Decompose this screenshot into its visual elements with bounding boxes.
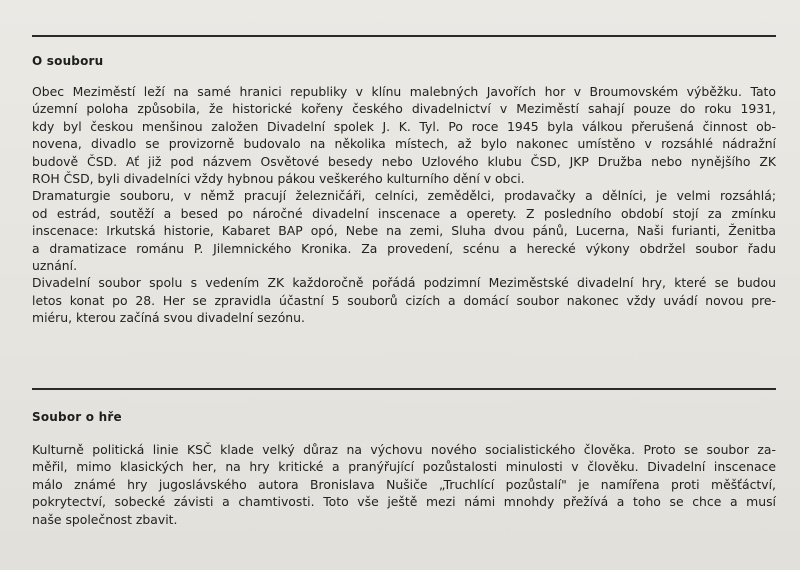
text-line: územní poloha způsobila, že historické kořeny českého divadelnictví v Meziměstí sahají pouze do roku 1931,: [32, 101, 776, 117]
text-line: ROH ČSD, byli divadelníci vždy hybnou pákou veškerého kulturního dění v obci.: [32, 171, 525, 187]
middle-divider: [32, 388, 776, 390]
text-line: měřil, mimo klasických her, na hry kritické a pranýřující pozůstalosti minulosti v člověku. Divadelní inscenace: [32, 459, 776, 475]
text-line: pokrytectví, sobecké závisti a chamtivosti. Toto vše ještě mezi námi mnohdy přežívá a toho se chce a musí: [32, 494, 776, 510]
text-line: novena, divadlo se provizorně budovalo na několika místech, až bylo nakonec umístěno v rozsáhlé nádražní: [32, 136, 776, 152]
section-body-o-souboru: [32, 83, 776, 327]
text-line: Kulturně politická linie KSČ klade velký důraz na výchovu nového socialistického člověka. Proto se soubor za-: [32, 442, 776, 457]
text-line: Divadelní soubor spolu s vedením ZK každoročně pořádá podzimní Meziměstské divadelní hry, které se budou: [32, 275, 776, 291]
text-line: Dramaturgie souboru, v němž pracují železničáři, celníci, zemědělci, prodavačky a dělníci, je velmi rozsáhlá;: [32, 188, 776, 204]
text-line: inscenace: Irkutská historie, Kabaret BAP opó, Nebe na zemi, Sluha dvou pánů, Lucerna, Naši furianti, Ženitba: [32, 223, 776, 239]
section-body-soubor-o-hre: [32, 441, 776, 528]
top-divider: [32, 35, 776, 37]
section-title-soubor-o-hre: Soubor o hře: [32, 410, 122, 424]
section-title-o-souboru: O souboru: [32, 54, 104, 68]
text-line: budově ČSD. Ať již pod názvem Osvětové besedy nebo Uzlového klubu ČSD, JKP Družba nebo nynějšího ZK: [32, 153, 776, 169]
text-line: od estrád, soutěží a besed po náročné divadelní inscenace a operety. Z posledního období stojí za zmínku: [32, 205, 776, 221]
text-line: Obec Meziměstí leží na samé hranici republiky v klínu malebných Javořích hor v Broumovském výběžku. Tato: [32, 84, 776, 99]
text-line: málo známé hry jugoslávského autora Bronislava Nušiče „Truchlící pozůstalí" je namířena proti měšťáctví,: [32, 476, 776, 492]
text-line: uznání.: [32, 258, 78, 274]
text-line: letos konat po 28. Her se zpravidla účastní 5 souborů cizích a domácí soubor nakonec vždy uvádí novou pre-: [32, 292, 776, 308]
text-line: a dramatizace románu P. Jilemnického Kronika. Za provedení, scénu a herecké výkony obdržel soubor řadu: [32, 240, 776, 256]
text-line: miéru, kterou začíná svou divadelní sezónu.: [32, 310, 305, 326]
text-line: naše společnost zbavit.: [32, 511, 178, 527]
text-line: kdy byl českou menšinou založen Divadelní spolek J. K. Tyl. Po roce 1945 byla válkou přerušená činnost ob-: [32, 118, 776, 134]
